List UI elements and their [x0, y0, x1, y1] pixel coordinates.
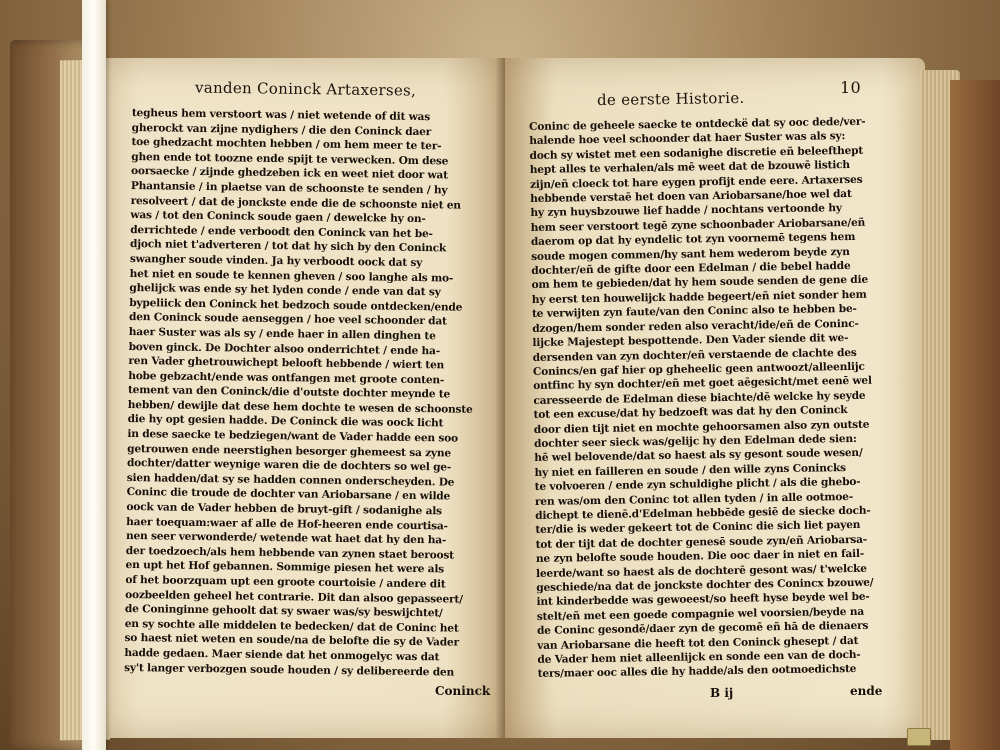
text-line: oock van de Vader hebben de bruyt-gift / sodanighe als [126, 500, 442, 518]
text-line: in dese saecke te bedziegen/want de Vader hadde een soo [127, 428, 459, 445]
text-line: dersenden van zyn dochter/eñ verstaende de clachte des [532, 346, 857, 364]
text-line: hebben/ dewijle dat dese hem dochte te wesen de schoonste [127, 398, 473, 416]
text-line: zijn/eñ cloeck tot hare eygen profijt ende eere. Artaxerses [529, 173, 863, 191]
text-line: haer toequam:waer af alle de Hof-heeren ende courtisa- [126, 515, 448, 533]
bookmark-ribbon [82, 0, 106, 750]
text-line: so haest niet weten en soude/na de belofte die sy de Vader [124, 632, 459, 649]
text-line: gherockt van zijne nydighers / die den Coninck daer [131, 121, 432, 138]
text-line: oorsaecke / zijnde ghedzeben ick en weet niet door wat [131, 165, 448, 182]
text-line: hy niet en failleren en soude / den wille zyns Conincks [534, 461, 846, 479]
left-catchword: Coninck [435, 684, 491, 698]
text-line: ren Vader ghetrouwichept belooft hebbende / wiert ten [128, 355, 445, 372]
text-line: stelt/eñ met een goede compagnie wel voorsien/beyde na [536, 605, 865, 623]
text-line: ontfinc hy syn dochter/eñ met goet aēgesicht/met eenē wel [533, 374, 872, 393]
text-line: dichept te dienē.d'Edelman hebbēde gesiē de siecke doch- [535, 504, 871, 522]
text-line: hem seer verstoort tegē zyne schoonbader Ariobarsane/eñ [530, 216, 866, 234]
text-line: nen seer verwonderde/ wetende wat haet dat hy den ha- [125, 530, 447, 547]
text-line: dochter/eñ de gifte door een Edelman / die bebel hadde [531, 260, 851, 278]
page-number: 10 [840, 78, 861, 97]
text-line: bypeliick den Coninck het bedzoch soude ontdecken/ende [129, 296, 463, 314]
text-line: de Vader hem niet alleenlijck en sonde een van de doch- [537, 648, 861, 666]
text-line: ghelijck was ende sy het lyden conde / ende van dat sy [129, 282, 441, 299]
text-line: haer Suster was als sy / ende haer in allen dinghen te [128, 325, 436, 343]
text-line: hobe gebzacht/ende was ontfangen met groote conten- [128, 369, 445, 387]
text-line: dochter/datter weynige waren die de dochters so wel ge- [126, 457, 452, 474]
text-line: ghen ende tot toozne ende spijt te verwecken. Om dese [131, 150, 449, 168]
text-line: soude mogen commen/hy sant hem wederom beyde zyn [531, 245, 850, 263]
clasp [907, 728, 931, 746]
text-line: hebbende verstaē het doen van Ariobarsane/hoe wel dat [530, 187, 852, 206]
text-line: lijcke Majestept bespottende. Den Vader siende dit we- [532, 332, 849, 350]
text-line: om hem te gebieden/dat hy hem soude senden de gene die [531, 274, 869, 292]
text-line: de Coninc gesondē/daer zyn de gecomē eñ hā de dienaers [536, 619, 869, 638]
text-line: ters/maer ooc alles die hy hadde/als den ootmoedichste [537, 663, 857, 681]
text-line: dzogen/hem sonder reden also veracht/ide/eñ de Coninc- [532, 317, 859, 335]
text-line: geschiede/na dat de jonckste dochter des Conincx bzouwe/ [536, 576, 874, 594]
text-line: door dien tijt niet en mochte gehoorsamen also zyn outste [533, 418, 870, 436]
text-line: Phantansie / in plaetse van de schoonste te senden / hy [130, 179, 448, 197]
right-catchword: ende [850, 684, 883, 698]
left-running-head: vanden Coninck Artaxerses, [194, 78, 417, 100]
text-line: de Coninginne gehoolt dat sy swaer was/sy beswijchtet/ [124, 603, 443, 620]
text-line: int kinderbedde was gewoeest/so heeft hyse beyde wel be- [536, 591, 870, 609]
text-line: djoch niet t'adverteren / tot dat hy sich by den Coninck [129, 238, 447, 255]
right-cover [950, 80, 1000, 750]
text-line: getrouwen ende neerstighen besorger ghemeest sa zyne [127, 442, 452, 460]
text-line: hy eerst ten houwelijck hadde begeert/eñ niet sonder hem [531, 288, 867, 306]
text-line: tegheus hem verstoort was / niet wetende of dit was [131, 106, 431, 124]
text-line: tot der tijt dat de dochter genesē soude zyn/eñ Ariobarsa- [535, 533, 868, 551]
text-line: Conincs/en gaf hier op gheheelic geen antwoozt/alleenlijc [532, 360, 865, 378]
text-line: tot een excuse/dat hy bedzoeft was dat hy den Coninck [533, 404, 848, 422]
text-line: te volvoeren / ende zyn schuldighe plicht / als die ghebo- [534, 475, 861, 494]
text-line: halende hoe veel schoonder dat haer Suster was als sy: [529, 130, 846, 148]
text-line: daerom op dat hy eyndelic tot zyn voornemē tegens hem [530, 231, 856, 249]
signature-mark: B ij [710, 686, 734, 700]
text-line: leerde/want so haest als de dochterē gesont was/ t'welcke [536, 562, 867, 580]
text-line: der toedzoech/als hem hebbende van zynen staet beroost [125, 544, 455, 562]
left-text-block [124, 106, 492, 680]
text-line: ter/die is weder gekeert tot de Coninc die sich liet payen [535, 519, 861, 537]
text-line: hept alles te verhalen/als mē weet dat de bzouwē listich [529, 159, 850, 177]
text-line: den Coninck soude aenseggen / hoe veel schoonder dat [128, 311, 447, 328]
text-line: sy't langer verbozgen soude houden / sy delibereerde den [124, 661, 455, 679]
text-line: oozbeelden geheel het contrarie. Dit dan alsoo gepasseert/ [125, 588, 463, 606]
text-line: derrichtede / ende verboodt den Coninck van het be- [130, 223, 433, 240]
text-line: toe ghedzacht mochten hebben / om hem meer te ter- [131, 136, 442, 153]
text-line: sien hadden/dat sy se hadden connen onderscheyden. De [126, 471, 455, 489]
right-running-head: de eerste Historie. [596, 88, 745, 110]
text-line: caresseerde de Edelman diese biachte/dē welcke hy seyde [533, 389, 866, 407]
text-line: Coninc die troude de dochter van Ariobarsane / en wilde [126, 486, 451, 503]
right-page [505, 58, 925, 738]
text-line: of het boorzquam upt een groote courtoisie / andere dit [125, 573, 446, 591]
text-line: te verwijten zyn faute/van den Coninc also te hebben be- [531, 303, 857, 321]
text-line: was / tot den Coninck soude gaen / dewelcke hy on- [130, 209, 426, 226]
text-line: ren was/om den Coninc tot allen tyden / in alle ootmoe- [534, 490, 854, 508]
text-line: hē wel belovende/dat so haest als sy gesont soude wesen/ [534, 447, 863, 465]
text-line: hy zyn huysbzouwe lief hadde / nochtans vertoonde hy [530, 202, 842, 220]
text-line: ne zyn belofte soude houden. Die ooc daer in niet en fail- [535, 547, 865, 566]
text-line: dochter seer sieck was/gelijc hy den Edelman dede sien: [533, 432, 857, 450]
text-line: het niet en soude te kennen gheven / soo langhe als mo- [129, 267, 454, 285]
text-line: en upt het Hof gebannen. Sommige piesen het were als [125, 559, 445, 576]
text-line: tement van den Coninck/die d'outste dochter meynde te [127, 384, 451, 401]
text-line: swangher soude vinden. Ja hy verboodt oock dat sy [129, 252, 423, 270]
text-line: boven ginck. De Dochter alsoo onderrichtet / ende ha- [128, 340, 441, 357]
left-page [100, 58, 505, 738]
text-line: Coninc de geheele saecke te ontdeckë dat sy ooc dede/ver- [529, 115, 866, 133]
text-line: hadde gedaen. Maer siende dat het onmogelyc was dat [124, 646, 440, 664]
right-text-block [529, 114, 918, 682]
text-line: resolveert / dat de jonckste ende die de schoonste niet en [130, 194, 461, 212]
text-line: doch sy wistet met een sodanighe discretie eñ beleefthept [529, 144, 864, 162]
text-line: van Ariobarsane die heeft tot den Coninck ghesept / dat [537, 634, 859, 652]
text-line: en sy sochte alle middelen te bedecken/ dat de Coninc het [124, 617, 459, 635]
text-line: die hy opt gesien hadde. De Coninck die was oock licht [127, 413, 444, 430]
